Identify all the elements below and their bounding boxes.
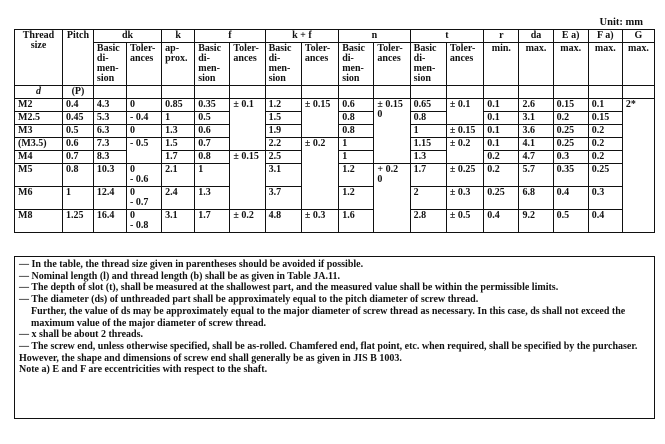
t-basic-header: Basic di- men- sion <box>410 43 446 86</box>
g-max-header: max. <box>622 43 654 86</box>
cell-da: 5.7 <box>519 164 553 187</box>
cell-dk: 12.4 <box>93 187 126 210</box>
note-item: Further, the value of ds may be approximately equal to the major diameter of screw thread as necessary. In this case, ds shall not exceed the maximum value of the major diameter of screw thread. <box>31 305 626 329</box>
cell-kf-tol: ± 0.2 <box>301 138 338 210</box>
cell-n: 0.6 <box>339 99 374 112</box>
cell-f-ecc: 0.15 <box>588 112 622 125</box>
cell-dk: 10.3 <box>93 164 126 187</box>
cell-f: 0.8 <box>195 151 230 164</box>
e-max-header: max. <box>553 43 588 86</box>
table-row <box>15 138 655 151</box>
cell-t: 2 <box>410 187 446 210</box>
cell-f-ecc: 0.1 <box>588 99 622 112</box>
cell-f: 1.3 <box>195 187 230 210</box>
cell-dk: 8.3 <box>93 151 126 164</box>
note-item: — Nominal length (l) and thread length (b) shall be as given in Table JA.11. <box>19 270 340 282</box>
cell-kf: 1.5 <box>265 112 301 125</box>
col-kf-header: k + f <box>265 30 339 43</box>
cell-r: 0.1 <box>484 138 519 151</box>
col-f-ecc-header: F a) <box>588 30 622 43</box>
cell-dk-tol: - 0.4 <box>126 112 161 125</box>
cell-da: 4.7 <box>519 151 553 164</box>
cell-size: M8 <box>15 210 63 233</box>
cell-da: 9.2 <box>519 210 553 233</box>
cell-pitch: 0.45 <box>63 112 94 125</box>
note-item: — x shall be about 2 threads. <box>19 329 144 341</box>
cell-f-ecc: 0.4 <box>588 210 622 233</box>
symbol-row <box>15 86 655 99</box>
col-pitch-header: Pitch <box>63 30 94 86</box>
cell-f: 0.7 <box>195 138 230 151</box>
cell-t: 1.7 <box>410 164 446 187</box>
cell-t-tol: ± 0.2 <box>446 138 483 164</box>
cell-g: 2* <box>622 99 654 233</box>
cell-dk-tol: 0 - 0.7 <box>126 187 161 210</box>
da-max-header: max. <box>519 43 553 86</box>
col-n-header: n <box>339 30 410 43</box>
cell-k: 3.1 <box>162 210 195 233</box>
cell-k: 2.1 <box>162 164 195 187</box>
k-approx-header: ap- prox. <box>162 43 195 86</box>
cell-e: 0.25 <box>553 125 588 138</box>
cell-k: 1.7 <box>162 151 195 164</box>
cell-k: 0.85 <box>162 99 195 112</box>
cell-t: 1 <box>410 125 446 138</box>
cell-size: M3 <box>15 125 63 138</box>
cell-pitch: 0.4 <box>63 99 94 112</box>
cell-kf: 1.2 <box>265 99 301 112</box>
cell-kf: 3.1 <box>265 164 301 187</box>
cell-size: M2.5 <box>15 112 63 125</box>
cell-e: 0.35 <box>553 164 588 187</box>
cell-n: 1 <box>339 151 374 164</box>
col-da-header: da <box>519 30 553 43</box>
cell-pitch: 0.7 <box>63 151 94 164</box>
cell-n: 1 <box>339 138 374 151</box>
note-item: — The screw end, unless otherwise specified, shall be as-rolled. Chamfered end, flat point, etc. when required, shall be specified by the purchaser. However, the shape and dimensions of screw end shall generally be as given in JIS B 1003. <box>19 340 638 364</box>
col-t-header: t <box>410 30 484 43</box>
cell-kf: 2.5 <box>265 151 301 164</box>
f-max-header: max. <box>588 43 622 86</box>
cell-dk-tol: 0 - 0.8 <box>126 210 161 233</box>
cell-r: 0.1 <box>484 99 519 112</box>
cell-t-tol: ± 0.5 <box>446 210 483 233</box>
cell-f: 0.35 <box>195 99 230 112</box>
cell-t: 0.65 <box>410 99 446 112</box>
cell-e: 0.15 <box>553 99 588 112</box>
cell-r: 0.2 <box>484 164 519 187</box>
col-thread-size-header: Thread size <box>15 30 63 86</box>
t-tol-header: Toler- ances <box>446 43 483 86</box>
cell-t: 1.15 <box>410 138 446 151</box>
cell-dk-tol: 0 <box>126 99 161 112</box>
col-g-header: G <box>622 30 654 43</box>
cell-pitch: 1 <box>63 187 94 210</box>
cell-n: 1.2 <box>339 164 374 187</box>
cell-dk-tol: 0 - 0.6 <box>126 164 161 187</box>
cell-f-tol: ± 0.2 <box>230 210 265 233</box>
cell-n: 1.6 <box>339 210 374 233</box>
symbol-p: (P) <box>63 86 94 99</box>
cell-e: 0.4 <box>553 187 588 210</box>
cell-da: 3.1 <box>519 112 553 125</box>
cell-pitch: 1.25 <box>63 210 94 233</box>
col-k-header: k <box>162 30 195 43</box>
footnote: Note a) E and F are eccentricities with respect to the shaft. <box>19 364 268 376</box>
cell-e: 0.3 <box>553 151 588 164</box>
cell-pitch: 0.5 <box>63 125 94 138</box>
cell-da: 2.6 <box>519 99 553 112</box>
dimension-table <box>14 29 655 233</box>
col-dk-header: dk <box>93 30 161 43</box>
cell-dk-tol: - 0.5 <box>126 138 161 164</box>
cell-da: 3.6 <box>519 125 553 138</box>
cell-dk: 6.3 <box>93 125 126 138</box>
cell-t-tol: ± 0.15 <box>446 125 483 138</box>
note-item: — The depth of slot (t), shall be measured at the shallowest part, and the measured value shall be within the permissible limits. <box>19 282 559 294</box>
cell-dk: 7.3 <box>93 138 126 151</box>
header-row-2 <box>15 43 655 86</box>
cell-t: 2.8 <box>410 210 446 233</box>
cell-f: 1.7 <box>195 210 230 233</box>
n-basic-header: Basic di- men- sion <box>339 43 374 86</box>
cell-kf: 2.2 <box>265 138 301 151</box>
cell-f: 0.6 <box>195 125 230 138</box>
f-basic-header: Basic di- men- sion <box>195 43 230 86</box>
cell-r: 0.1 <box>484 125 519 138</box>
cell-n-tol: + 0.2 0 <box>374 164 410 233</box>
f-tol-header: Toler- ances <box>230 43 265 86</box>
cell-size: M6 <box>15 187 63 210</box>
symbol-d: d <box>15 86 63 99</box>
r-min-header: min. <box>484 43 519 86</box>
cell-da: 4.1 <box>519 138 553 151</box>
cell-k: 2.4 <box>162 187 195 210</box>
cell-kf-tol: ± 0.3 <box>301 210 338 233</box>
cell-k: 1 <box>162 112 195 125</box>
col-r-header: r <box>484 30 519 43</box>
cell-dk-tol: 0 <box>126 125 161 138</box>
cell-kf: 3.7 <box>265 187 301 210</box>
cell-kf: 4.8 <box>265 210 301 233</box>
cell-f: 0.5 <box>195 112 230 125</box>
cell-kf: 1.9 <box>265 125 301 138</box>
cell-f-tol: ± 0.1 <box>230 99 265 151</box>
cell-f-ecc: 0.2 <box>588 125 622 138</box>
cell-r: 0.4 <box>484 210 519 233</box>
unit-label: Unit: mm <box>599 17 643 28</box>
col-f-header: f <box>195 30 265 43</box>
note-item: — In the table, the thread size given in parentheses should be avoided if possible. <box>19 259 364 270</box>
cell-dk: 5.3 <box>93 112 126 125</box>
cell-f: 1 <box>195 164 230 187</box>
cell-f-tol: ± 0.15 <box>230 151 265 210</box>
cell-t-tol: ± 0.25 <box>446 164 483 187</box>
notes-box <box>14 256 655 419</box>
cell-k: 1.5 <box>162 138 195 151</box>
cell-t-tol: ± 0.1 <box>446 99 483 125</box>
cell-n: 0.8 <box>339 125 374 138</box>
note-item: — The diameter (ds) of unthreaded part shall be approximately equal to the pitch diameter of screw thread. <box>19 294 479 306</box>
cell-e: 0.2 <box>553 112 588 125</box>
table-row <box>15 210 655 233</box>
cell-t: 0.8 <box>410 112 446 125</box>
cell-size: M4 <box>15 151 63 164</box>
cell-t: 1.3 <box>410 151 446 164</box>
cell-f-ecc: 0.2 <box>588 138 622 151</box>
dk-basic-header: Basic di- men- sion <box>93 43 126 86</box>
cell-n-tol: ± 0.15 0 <box>374 99 410 164</box>
cell-pitch: 0.6 <box>63 138 94 151</box>
header-row-1 <box>15 30 655 43</box>
kf-tol-header: Toler- ances <box>301 43 338 86</box>
cell-size: M2 <box>15 99 63 112</box>
cell-da: 6.8 <box>519 187 553 210</box>
cell-n: 0.8 <box>339 112 374 125</box>
cell-t-tol: ± 0.3 <box>446 187 483 210</box>
cell-f-ecc: 0.2 <box>588 151 622 164</box>
cell-dk: 4.3 <box>93 99 126 112</box>
kf-basic-header: Basic di- men- sion <box>265 43 301 86</box>
cell-n: 1.2 <box>339 187 374 210</box>
cell-r: 0.1 <box>484 112 519 125</box>
n-tol-header: Toler- ances <box>374 43 410 86</box>
cell-size: (M3.5) <box>15 138 63 151</box>
table-row <box>15 99 655 112</box>
col-e-header: E a) <box>553 30 588 43</box>
cell-kf-tol: ± 0.15 <box>301 99 338 138</box>
cell-size: M5 <box>15 164 63 187</box>
cell-e: 0.5 <box>553 210 588 233</box>
cell-f-ecc: 0.25 <box>588 164 622 187</box>
dk-tol-header: Toler- ances <box>126 43 161 86</box>
cell-pitch: 0.8 <box>63 164 94 187</box>
cell-e: 0.25 <box>553 138 588 151</box>
cell-f-ecc: 0.3 <box>588 187 622 210</box>
cell-r: 0.2 <box>484 151 519 164</box>
cell-dk: 16.4 <box>93 210 126 233</box>
cell-k: 1.3 <box>162 125 195 138</box>
cell-r: 0.25 <box>484 187 519 210</box>
